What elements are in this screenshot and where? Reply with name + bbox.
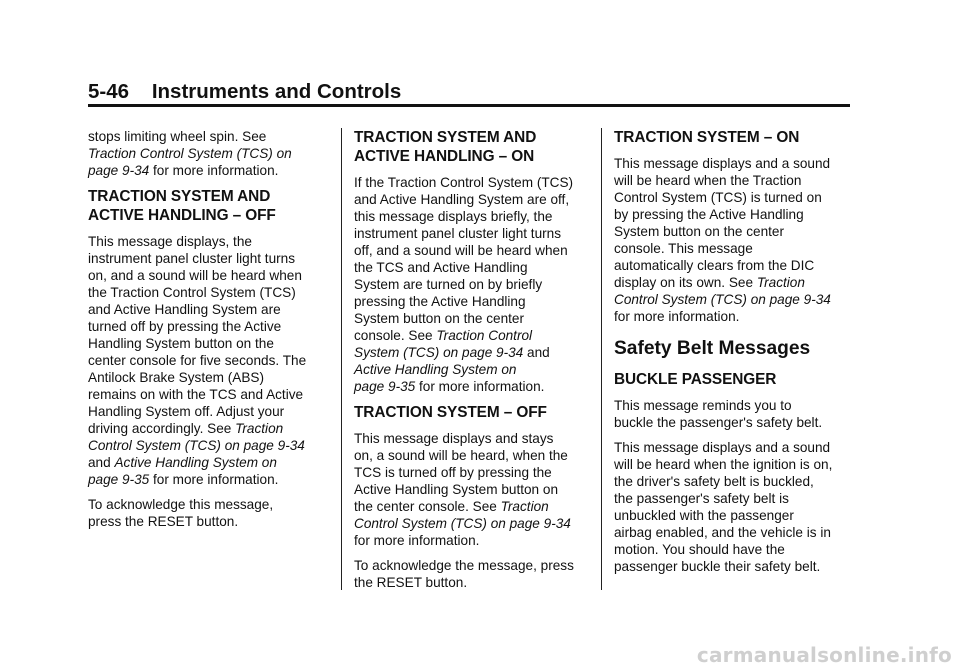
link-tcs[interactable]: Traction Control System (TCS) on page 9-34 (614, 275, 831, 307)
col3-paragraph-1: This message displays and a sound will be heard when the Traction Control System (TCS) is turned on by pressing the Active Handling System button on the center console. This message automatically clears from the DIC display on its own. See Traction Control System (TCS) on page 9-34 for more information. (614, 156, 831, 324)
link-tcs[interactable]: Traction Control System (TCS) on page 9-34 (88, 421, 305, 453)
page-number: 5-46 (88, 80, 130, 103)
column-2 (354, 128, 592, 599)
heading-traction-on: TRACTION SYSTEM – ON (614, 129, 800, 146)
heading-safety-belt-messages: Safety Belt Messages (614, 338, 811, 359)
section-title: Instruments and Controls (151, 80, 402, 103)
col2-paragraph-3: To acknowledge the message, press the RESET button. (354, 558, 574, 590)
col1-paragraph-2: This message displays, the instrument panel cluster light turns on, and a sound will be heard when the Traction Control System (TCS) and Active Handling System are turned off by pressing the Active Handling System button on the center console for five seconds. The Antilock Brake System (ABS) remains on with the TCS and Active Handling System off. Adjust your driving accordingly. See Traction Control System (TCS) on page 9-34 and Active Handling System on page 9-35 for more information. (88, 234, 307, 487)
link-active-handling[interactable]: Active Handling System on page 9-35 (354, 362, 517, 394)
heading-buckle-passenger: BUCKLE PASSENGER (614, 371, 777, 388)
link-active-handling[interactable]: Active Handling System on page 9-35 (88, 455, 277, 487)
col1-paragraph-3: To acknowledge this message, press the RESET button. (88, 497, 274, 529)
heading-traction-off: TRACTION SYSTEM – OFF (354, 404, 547, 421)
col2-paragraph-1: If the Traction Control System (TCS) and Active Handling System are off, this message displays briefly, the instrument panel cluster light turns off, and a sound will be heard when the TCS and Active Handling System are turned on by briefly pressing the Active Handling System button on the center console. See Traction Control System (TCS) on page 9-34 and Active Handling System on page 9-35 for more information. (354, 175, 574, 394)
link-tcs[interactable]: Traction Control System (TCS) on page 9-34 (354, 499, 571, 531)
link-tcs[interactable]: Traction Control System (TCS) on page 9-34 (354, 328, 533, 360)
col2-paragraph-2: This message displays and stays on, a sound will be heard, when the TCS is turned off by pressing the Active Handling System button on the center console. See Traction Control System (TCS) on page 9-34 for more information. (354, 431, 571, 548)
col1-paragraph-1: stops limiting wheel spin. See Traction Control System (TCS) on page 9-34 for more information. (88, 129, 292, 178)
column-divider (601, 128, 602, 590)
page-header (88, 79, 850, 105)
column-divider (341, 128, 342, 590)
col3-paragraph-2: This message reminds you to buckle the passenger's safety belt. (614, 398, 823, 430)
header-rule (88, 104, 850, 107)
link-tcs[interactable]: Traction Control System (TCS) on page 9-34 (88, 146, 292, 178)
heading-traction-active-off: TRACTION SYSTEM AND ACTIVE HANDLING – OFF (88, 188, 276, 224)
watermark: carmanualsonline.info (696, 643, 952, 667)
heading-traction-active-on: TRACTION SYSTEM AND ACTIVE HANDLING – ON (354, 129, 537, 165)
column-1 (88, 128, 326, 538)
column-3 (614, 128, 852, 583)
col3-paragraph-3: This message displays and a sound will be heard when the ignition is on, the driver's safety belt is buckled, the passenger's safety belt is unbuckled with the passenger airbag enabled, and the vehicle is in motion. You should have the passenger buckle their safety belt. (614, 440, 833, 574)
